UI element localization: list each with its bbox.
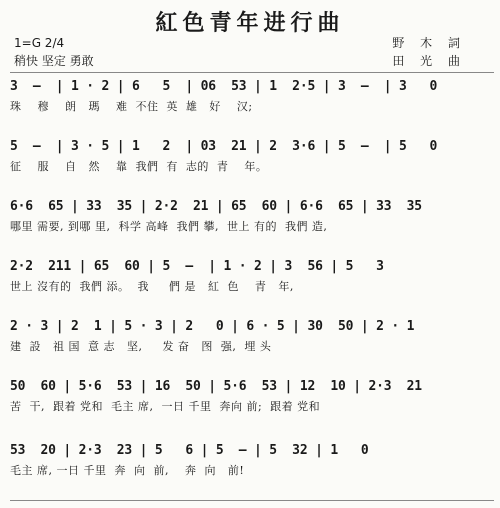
music-system-4 bbox=[10, 256, 494, 296]
music-system-2 bbox=[10, 136, 494, 176]
tempo-marking: 稍快 坚定 勇敢 bbox=[14, 54, 94, 68]
notation-line: 5 — | 3 · 5 | 1 2 | 03 21 | 2 3·6 | 5 — | 5 0 bbox=[10, 139, 438, 154]
notation-line: 2·2 211 | 65 60 | 5 — | 1 · 2 | 3 56 | 5 3 bbox=[10, 259, 384, 274]
notation-line: 53 20 | 2·3 23 | 5 6 | 5 — | 5 32 | 1 0 bbox=[10, 443, 369, 458]
lyric-line: 建 設 祖 国 意 志 坚, 发 奋 图 强, 埋 头 bbox=[10, 340, 272, 353]
music-system-6 bbox=[10, 376, 494, 416]
lyric-line: 苦 干, 跟着 党和 毛主 席, 一日 千里 奔向 前; 跟着 党和 bbox=[10, 400, 321, 413]
lyric-line: 世上 沒有的 我們 添。 我 們 是 紅 色 青 年, bbox=[10, 280, 294, 293]
music-system-5 bbox=[10, 316, 494, 356]
top-rule bbox=[10, 72, 494, 73]
composer-credit: 田 光 曲 bbox=[392, 54, 466, 68]
music-system-7 bbox=[10, 440, 494, 480]
lyric-line: 征 服 自 然 靠 我們 有 志的 青 年。 bbox=[10, 160, 268, 173]
lyric-line: 毛主 席, 一日 千里 奔 向 前, 奔 向 前! bbox=[10, 464, 245, 477]
key-signature: 1=G 2/4 bbox=[14, 36, 65, 50]
lyric-line: 哪里 需要, 到哪 里, 科学 高峰 我們 攀, 世上 有的 我們 造, bbox=[10, 220, 328, 233]
lyric-line: 珠 穆 朗 瑪 难 不住 英 雄 好 汉; bbox=[10, 100, 253, 113]
music-system-1 bbox=[10, 76, 494, 116]
song-title: 紅色青年进行曲 bbox=[155, 10, 345, 36]
notation-line: 6·6 65 | 33 35 | 2·2 21 | 65 60 | 6·6 65 | 33 35 bbox=[10, 199, 422, 214]
notation-line: 50 60 | 5·6 53 | 16 50 | 5·6 53 | 12 10 | 2·3 21 bbox=[10, 379, 422, 394]
music-system-3 bbox=[10, 196, 494, 236]
notation-line: 2 · 3 | 2 1 | 5 · 3 | 2 0 | 6 · 5 | 30 50 | 2 · 1 bbox=[10, 319, 415, 334]
bottom-rule bbox=[10, 500, 494, 501]
lyricist-credit: 野 木 詞 bbox=[392, 36, 466, 50]
notation-line: 3 — | 1 · 2 | 6 5 | 06 53 | 1 2·5 | 3 — | 3 0 bbox=[10, 79, 438, 94]
